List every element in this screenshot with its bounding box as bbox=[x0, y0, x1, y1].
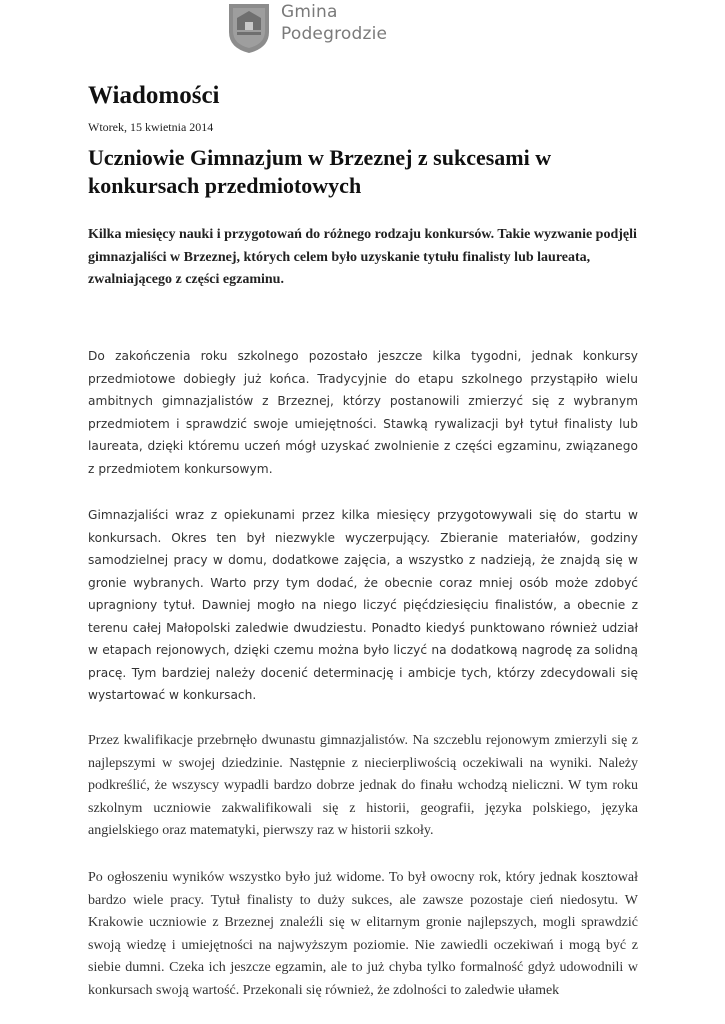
article-paragraph: Przez kwalifikacje przebrnęło dwunastu gimnazjalistów. Na szczeblu rejonowym zmierzyli się z najlepszymi w swojej dziedzinie. Następnie z niecierpliwością oczekiwali na wyniki. Należy podkreślić, że wszyscy wypadli bardzo dobrze jednak do finału wchodzą nieliczni. W tym roku szkolnym uczniowie zakwalifikowali się z historii, geografii, języka polskiego, języka angielskiego oraz matematyki, pierwszy raz w historii szkoły. bbox=[88, 733, 638, 838]
article-paragraph: Po ogłoszeniu wyników wszystko było już widome. To był owocny rok, który jednak kosztował bardzo wiele pracy. Tytuł finalisty to duży sukces, ale zawsze pozostaje cień niedosytu. W Krakowie uczniowie z Brzeznej znaleźli się w elitarnym gronie najlepszych, mogli sprawdzić swoją wiedzę i umiejętności na najwyższym poziomie. Nie zawiedli oczekiwań i mogą być z siebie dumni. Czeka ich jeszcze egzamin, ale to już chyba tylko formalność gdyż udowodnili w konkursach swoją wartość. Przekonali się również, że zdolności to zaledwie ułamek bbox=[88, 870, 638, 998]
paragraph-1-block bbox=[88, 345, 638, 480]
article-title: Uczniowie Gimnazjum w Brzeznej z sukcesami w konkursach przedmiotowych bbox=[88, 145, 552, 198]
paragraph-2-block bbox=[88, 504, 638, 707]
section-title: Wiadomości bbox=[88, 82, 220, 109]
article-lead: Kilka miesięcy nauki i przygotowań do różnego rodzaju konkursów. Takie wyzwanie podjęli gimnazjaliści w Brzeznej, których celem było uzyskanie tytułu finalisty lub laureata, zwalniającego z części egzaminu. bbox=[88, 227, 637, 287]
crest-logo-icon bbox=[227, 2, 271, 54]
paragraph-3-block bbox=[88, 730, 638, 843]
article-paragraph: Do zakończenia roku szkolnego pozostało jeszcze kilka tygodni, jednak konkursy przedmiotowe dobiegły już końca. Tradycyjnie do etapu szkolnego przystąpiło wielu ambitnych gimnazjalistów z Brzeznej, którzy postanowili zmierzyć się z wybranym przedmiotem i sprawdzić swoje umiejętności. Stawką rywalizacji był tytuł finalisty lub laureata, dzięki któremu uczeń mógł uzyskać zwolnienie z części egzaminu, związanego z przedmiotem konkursowym. bbox=[88, 349, 638, 476]
paragraph-4-block bbox=[88, 867, 638, 1002]
site-logo[interactable] bbox=[227, 2, 387, 54]
article-date: Wtorek, 15 kwietnia 2014 bbox=[88, 120, 214, 134]
logo-line-1: Gmina bbox=[281, 2, 338, 22]
logo-line-2: Podegrodzie bbox=[281, 24, 388, 44]
article-paragraph: Gimnazjaliści wraz z opiekunami przez kilka miesięcy przygotowywali się do startu w konkursach. Okres ten był niezwykle wyczerpujący. Zbieranie materiałów, godziny samodzielnej pracy w domu, dodatkowe zajęcia, a wszystko z nadzieją, że znajdą się w gronie wybranych. Warto przy tym dodać, że obecnie coraz mniej osób może zdobyć upragniony tytuł. Dawniej mogło na niego liczyć pięćdziesięciu finalistów, a obecnie z terenu całej Małopolski zaledwie dwudziestu. Ponadto kiedyś punktowano również udział w etapach rejonowych, dzięki czemu można było liczyć na dodatkową nagrodę za solidną pracę. Tym bardziej należy docenić determinację i ambicje tych, którzy zdecydowali się wystartować w konkursach. bbox=[88, 508, 638, 702]
logo-text bbox=[281, 1, 387, 45]
